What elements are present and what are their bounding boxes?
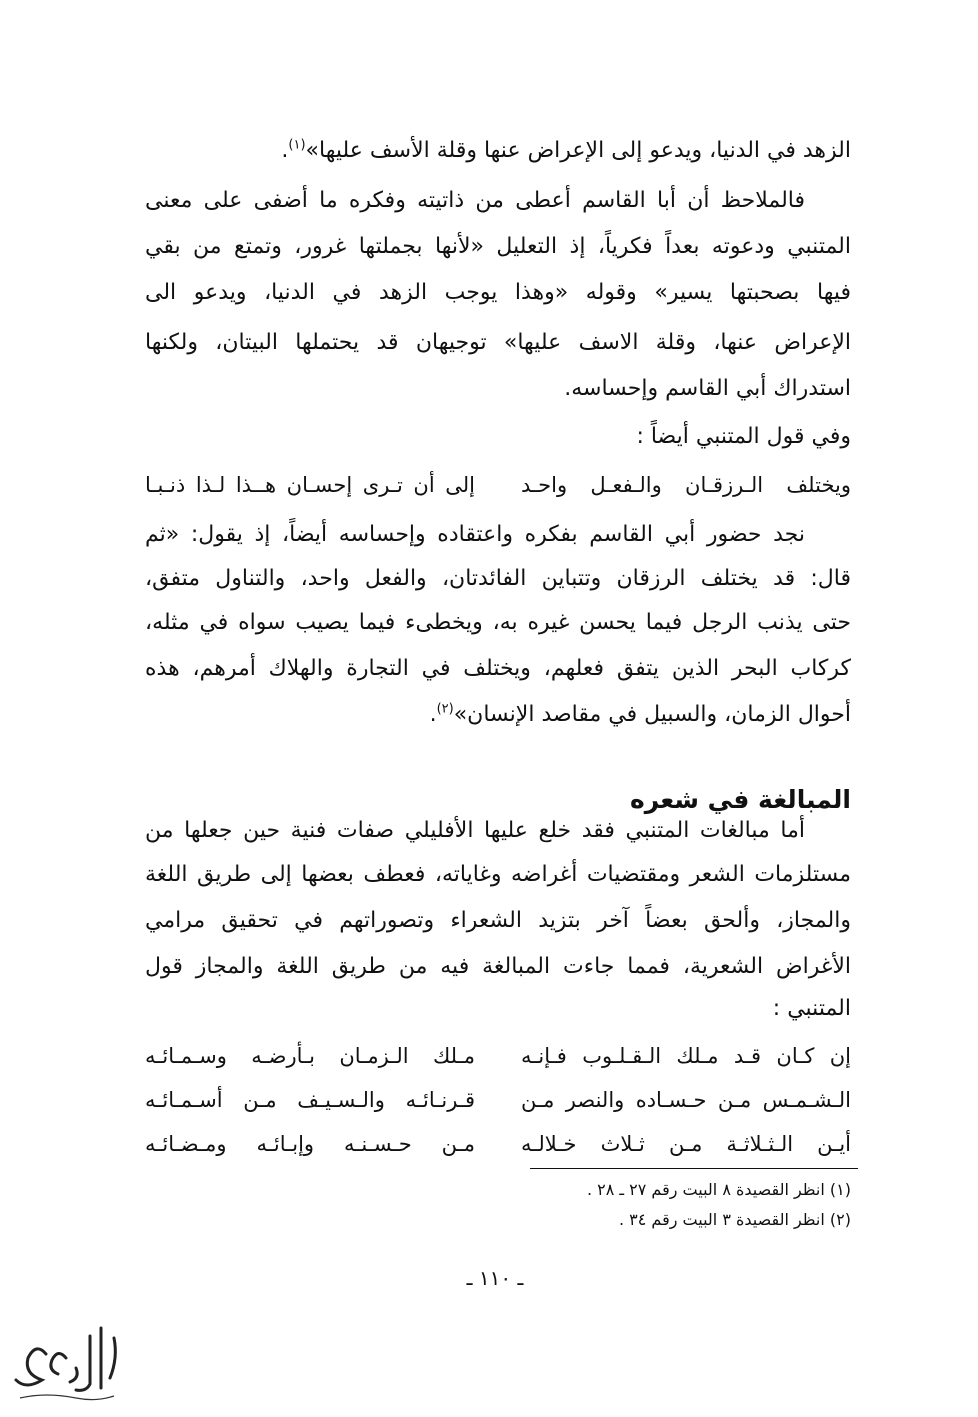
paragraph-line: والمجاز، وألحق بعضاً آخر بتزيد الشعراء وتصوراتهم في تحقيق مرامي [145,908,851,933]
paragraph-line: الإعراض عنها، وقلة الاسف عليها» توجيهان قد يحتملها البيتان، ولكنها [145,330,851,355]
verse-hemistich-left: مـن حـسـنـه وإبـائـه ومـضـائـه [145,1132,475,1156]
paragraph-line: فيها بصحبتها يسير» وقوله «وهذا يوجب الزهد في الدنيا، ويدعو الى [145,280,851,305]
verse-line [145,1034,851,1078]
verse-hemistich-left: إلى أن تـرى إحسـان هــذا لـذا ذنـبـا [145,473,475,497]
footnote-divider [530,1168,858,1169]
paragraph-line: وفي قول المتنبي أيضاً : [636,424,851,449]
paragraph-line: كركاب البحر الذين يتفق فعلهم، ويختلف في التجارة والهلاك أمرهم، هذه [145,656,851,681]
verse-hemistich-right: ويختلف الـرزقـان والـفعـل واحـد [521,473,851,497]
footnote: (١) انظر القصيدة ٨ البيت رقم ٢٧ ـ ٢٨ . [586,1180,851,1199]
paragraph-line: الزهد في الدنيا، ويدعو إلى الإعراض عنها وقلة الأسف عليها»$^{(١)}$. [281,137,851,163]
paragraph-line: الأغراض الشعرية، فمما جاءت المبالغة فيه من طريق اللغة والمجاز قول [145,954,851,979]
calligraphy-seal-icon [6,1318,126,1410]
paragraph-line: قال: قد يختلف الرزقان وتتباين الفائدتان، والفعل واحد، والتناول متفق، [145,566,851,591]
verse-hemistich-right: إن كـان قـد مـلك الـقـلـوب فـإنـه [521,1044,851,1068]
paragraph-line: أما مبالغات المتنبي فقد خلع عليها الأفليلي صفات فنية حين جعلها من [145,818,805,843]
footnote-ref: (٢) [436,701,454,717]
verse-hemistich-right: أيـن الـثـلاثـة مـن ثـلاث خـلالـه [521,1132,851,1156]
paragraph-line: أحوال الزمان، والسبيل في مقاصد الإنسان»$^{(٢)}$. [429,701,851,727]
paragraph-line: نجد حضور أبي القاسم بفكره واعتقاده وإحساسه أيضاً، إذ يقول: «ثم [145,522,805,547]
verse-hemistich-left: مـلك الـزمـان بـأرضـه وسـمـائـه [145,1044,475,1068]
verse-hemistich-right: الـشـمـس مـن حـسـاده والنصر مـن [521,1088,851,1112]
paragraph-line: المتنبي : [772,996,851,1021]
verse-line [145,1122,851,1166]
footnote: (٢) انظر القصيدة ٣ البيت رقم ٣٤ . [618,1210,851,1229]
paragraph-line: مستلزمات الشعر ومقتضيات أغراضه وغاياته، فعطف بعضها إلى طريق اللغة [145,862,851,887]
verse-line [145,463,851,507]
verse-line [145,1078,851,1122]
section-heading: المبالغة في شعره [629,785,851,814]
page-number: ـ ١١٠ ـ [466,1266,524,1290]
paragraph-line: المتنبي ودعوته بعداً فكرياً، إذ التعليل «لأنها بجملتها غرور، وتمتع من بقي [145,234,851,259]
paragraph-line: فالملاحظ أن أبا القاسم أعطى من ذاتيته وفكره ما أضفى على معنى [145,188,805,213]
paragraph-line: حتى يذنب الرجل فيما يحسن غيره به، ويخطىء فيما يصيب سواه في مثله، [145,610,851,635]
paragraph-line: استدراك أبي القاسم وإحساسه. [564,376,851,401]
verse-hemistich-left: قـرنـائـه والـسـيـف مـن أسـمـائـه [145,1088,475,1112]
footnote-ref: (١) [288,137,306,153]
